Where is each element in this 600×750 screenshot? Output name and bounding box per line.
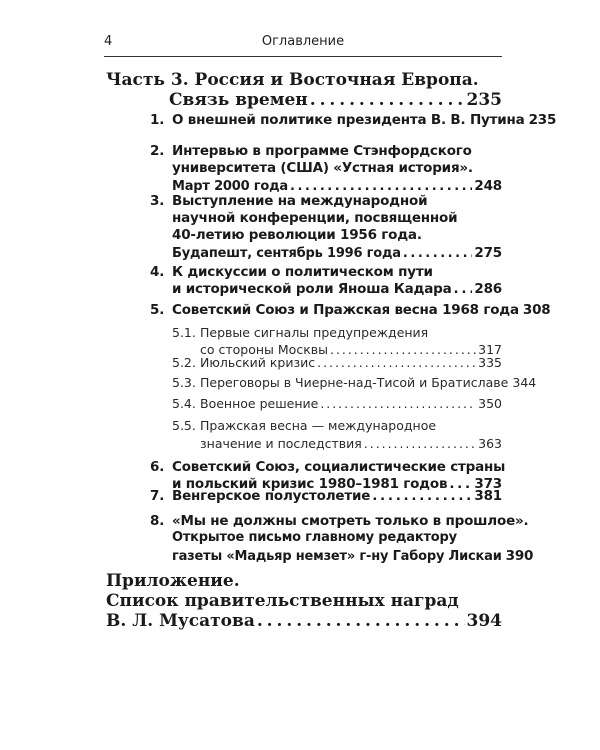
subentry-title: Переговоры в Чиерне-над-Тисой и Братиславе [200, 375, 509, 390]
entry-title-cont: 40-летию революции 1956 года. [172, 227, 422, 243]
entry-title-cont: и исторической роли Яноша Кадара [172, 281, 452, 297]
page-number: 4 [104, 34, 113, 49]
leader-dots [320, 396, 476, 411]
entry-title: Выступление на международной [172, 193, 428, 209]
entry-subtitle-cont: газеты «Мадьяр немзет» г-ну Габору Лискаи [172, 549, 502, 564]
subentry-title: Июльский кризис [200, 355, 316, 370]
subentry-title-cont: значение и последствия [200, 436, 362, 451]
entry-number: 2. [150, 143, 165, 159]
page-ref: 308 [522, 302, 551, 318]
page-ref: 390 [505, 548, 534, 564]
entry-title-cont: и польский кризис 1980–1981 годов [172, 476, 448, 492]
page-ref: 373 [474, 476, 502, 492]
entry-number: 7. [150, 488, 165, 504]
subentry-title: Военное решение [200, 396, 319, 411]
leader-dots [454, 281, 473, 297]
leader-dots [403, 246, 473, 261]
subentry-title: Первые сигналы предупреждения [200, 325, 429, 340]
entry-subtitle: Март 2000 года [172, 179, 288, 194]
entry-subtitle: Открытое письмо главному редактору [172, 530, 457, 545]
entry-title: Интервью в программе Стэнфордского [172, 143, 472, 159]
appendix-line-3: В. Л. Мусатова [106, 611, 255, 631]
page-ref: 275 [474, 245, 502, 261]
entry-number: 6. [150, 459, 165, 475]
page-ref: 394 [466, 611, 502, 631]
entry-title: О внешней политике президента В. В. Путина [172, 112, 525, 128]
subentry-number: 5.3. [172, 375, 196, 390]
appendix-line-1: Приложение. [106, 571, 240, 591]
page-ref: 335 [478, 355, 502, 370]
page-ref: 235 [466, 90, 502, 110]
entry-title: «Мы не должны смотреть только в прошлое». [172, 513, 529, 529]
subentry-number: 5.5. [172, 418, 196, 433]
subentry-number: 5.4. [172, 396, 196, 411]
part-title-line-1: Часть 3. Россия и Восточная Европа. [106, 70, 479, 90]
subentry-title-cont: со стороны Москвы [200, 342, 328, 357]
entry-number: 3. [150, 193, 165, 209]
header-rule [104, 56, 502, 57]
entry-number: 1. [150, 112, 165, 128]
subentry-number: 5.2. [172, 355, 196, 370]
appendix-line-2: Список правительственных наград [106, 591, 459, 611]
page-ref: 248 [474, 178, 502, 194]
leader-dots [310, 90, 465, 110]
page-ref: 235 [528, 112, 557, 128]
running-header [104, 34, 502, 56]
page-ref: 363 [478, 436, 502, 451]
leader-dots [257, 611, 465, 631]
entry-title: Советский Союз и Пражская весна 1968 года [172, 302, 519, 318]
header-title: Оглавление [261, 34, 345, 49]
leader-dots [317, 355, 476, 370]
page-ref: 350 [478, 396, 502, 411]
entry-number: 4. [150, 264, 165, 280]
page-ref: 317 [478, 342, 502, 357]
entry-number: 5. [150, 302, 165, 318]
entry-title-cont: научной конференции, посвященной [172, 210, 458, 226]
page-ref: 344 [512, 375, 537, 390]
subentry-title: Пражская весна — международное [200, 418, 437, 433]
entry-title: Венгерское полустолетие [172, 488, 371, 504]
leader-dots [372, 488, 472, 504]
entry-title-cont: университета (США) «Устная история». [172, 160, 473, 176]
leader-dots [364, 436, 476, 451]
page-ref: 286 [474, 281, 502, 297]
entry-title: К дискуссии о политическом пути [172, 264, 433, 280]
entry-subtitle: Будапешт, сентябрь 1996 года [172, 246, 401, 261]
part-title-line-2: Связь времен [169, 90, 308, 110]
entry-title: Советский Союз, социалистические страны [172, 459, 506, 475]
page-ref: 381 [474, 488, 502, 504]
subentry-number: 5.1. [172, 325, 196, 340]
leader-dots [290, 179, 472, 194]
entry-number: 8. [150, 513, 165, 529]
